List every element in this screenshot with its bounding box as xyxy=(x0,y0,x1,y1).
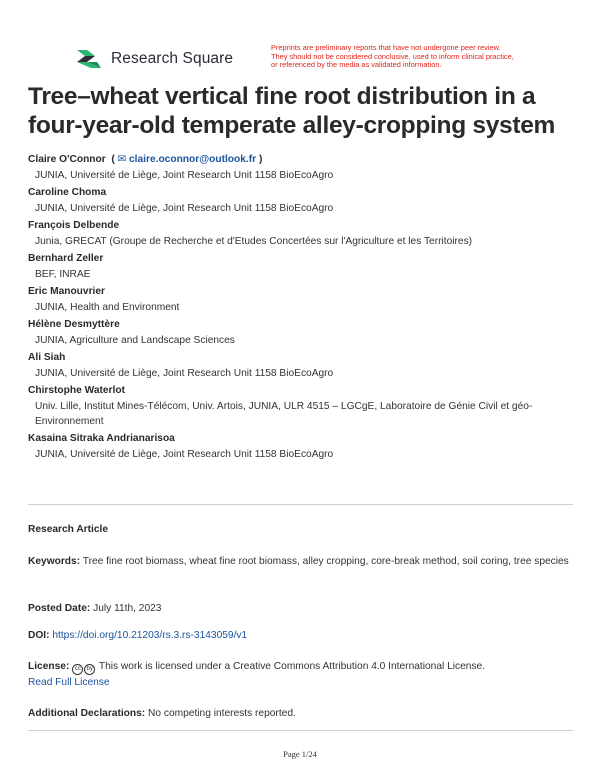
author-affiliation: JUNIA, Université de Liège, Joint Research Unit 1158 BioEcoAgro xyxy=(35,203,334,214)
author-affiliation: Junia, GRECAT (Groupe de Recherche et d'Etudes Concertées sur l'Agriculture et les Territoires) xyxy=(35,236,473,247)
read-full-license-link[interactable]: Read Full License xyxy=(28,677,110,688)
author-entry xyxy=(28,184,573,216)
author-entry xyxy=(28,349,573,381)
author-name: Eric Manouvrier xyxy=(28,286,105,297)
doi-label: DOI: xyxy=(28,630,50,641)
author-name-text: Claire O'Connor xyxy=(28,154,106,165)
keywords-label: Keywords: xyxy=(28,556,81,567)
license-label: License: xyxy=(28,661,70,672)
notice-line: or referenced by the media as validated information. xyxy=(271,60,442,70)
preprint-notice xyxy=(271,44,571,70)
attribution-icon: by xyxy=(84,664,95,675)
author-name: Bernhard Zeller xyxy=(28,253,104,264)
author-affiliation: Univ. Lille, Institut Mines-Télécom, Univ. Artois, JUNIA, ULR 4515 – LGCgE, Laboratoire de Génie Civil et géo-Environnement xyxy=(35,401,533,427)
author-affiliation: JUNIA, Université de Liège, Joint Research Unit 1158 BioEcoAgro xyxy=(35,170,334,181)
keywords-value: Tree fine root biomass, wheat fine root biomass, alley cropping, core-break method, soil coring, tree species xyxy=(82,556,569,567)
license xyxy=(28,659,573,690)
author-name: Caroline Choma xyxy=(28,187,107,198)
brand-name: Research Square xyxy=(111,50,234,67)
author-entry xyxy=(28,151,573,183)
author-entry xyxy=(28,382,573,429)
author-entry xyxy=(28,283,573,315)
author-entry xyxy=(28,217,573,249)
notice-line: Preprints are preliminary reports that have not undergone peer review. xyxy=(271,43,501,52)
author-name: Hélène Desmyttère xyxy=(28,319,120,330)
author-affiliation: JUNIA, Université de Liège, Joint Research Unit 1158 BioEcoAgro xyxy=(35,368,334,379)
creative-commons-icon: cc xyxy=(72,664,83,675)
author-name: Chirstophe Waterlot xyxy=(28,385,125,396)
paper-title: Tree–wheat vertical fine root distribution in a four-year-old temperate alley-cropping system xyxy=(28,83,556,139)
author-affiliation: BEF, INRAE xyxy=(35,269,91,280)
author-name: François Delbende xyxy=(28,220,120,231)
author-entry xyxy=(28,250,573,282)
author-email-link[interactable] xyxy=(118,154,257,165)
author-entry xyxy=(28,316,573,348)
article-type xyxy=(28,522,573,537)
posted-date-value: July 11th, 2023 xyxy=(93,603,162,614)
doi xyxy=(28,628,573,643)
footer-divider xyxy=(28,730,573,731)
preprint-header xyxy=(75,44,575,80)
envelope-icon: ✉ xyxy=(117,154,127,165)
keywords xyxy=(28,554,573,569)
additional-declarations xyxy=(28,706,573,721)
declarations-label: Additional Declarations: xyxy=(28,708,146,719)
page-number: Page 1/24 xyxy=(283,749,317,759)
author-name: Kasaina Sitraka Andrianarisoa xyxy=(28,433,175,444)
research-square-logo-icon xyxy=(75,47,103,71)
author-email-text: claire.oconnor@outlook.fr xyxy=(129,154,257,165)
article-type-text: Research Article xyxy=(28,524,109,535)
posted-date-label: Posted Date: xyxy=(28,603,91,614)
doi-link[interactable]: https://doi.org/10.21203/rs.3.rs-3143059/v1 xyxy=(52,630,248,641)
author-affiliation: JUNIA, Université de Liège, Joint Research Unit 1158 BioEcoAgro xyxy=(35,449,334,460)
author-affiliation: JUNIA, Health and Environment xyxy=(35,302,180,313)
author-name: Claire O'Connor ( ✉ claire.oconnor@outlook.fr ) xyxy=(28,154,263,165)
author-affiliation: JUNIA, Agriculture and Landscape Sciences xyxy=(35,335,235,346)
notice-line: They should not be considered conclusive, used to inform clinical practice, xyxy=(271,51,514,61)
author-name: Ali Siah xyxy=(28,352,66,363)
section-divider xyxy=(28,504,573,505)
author-entry xyxy=(28,430,573,462)
declarations-value: No competing interests reported. xyxy=(148,708,296,719)
license-text: This work is licensed under a Creative Commons Attribution 4.0 International License. xyxy=(98,661,486,672)
posted-date xyxy=(28,601,573,616)
research-square-logo[interactable] xyxy=(75,47,233,71)
author-list xyxy=(28,151,573,463)
